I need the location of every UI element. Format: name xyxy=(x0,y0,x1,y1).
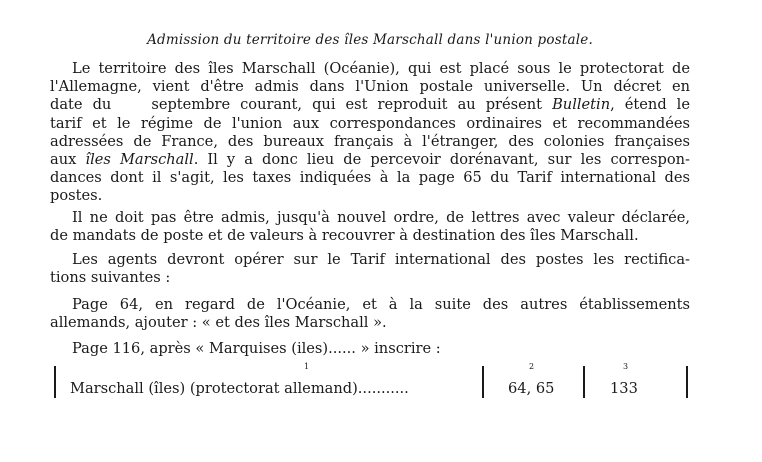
table-entry-name: Marschall (îles) (protectorat allemand)........... xyxy=(70,380,409,397)
text-fragment: date du xyxy=(50,96,112,114)
paragraph-page-64 xyxy=(50,296,690,332)
text-line xyxy=(50,96,690,114)
text-fragment: aux xyxy=(50,151,86,169)
paragraph-agents-instructions xyxy=(50,251,690,287)
paragraph-page-116 xyxy=(50,340,690,358)
text-fragment: septembre courant, qui est reproduit au présent xyxy=(151,96,553,114)
text-line: Les agents devront opérer sur le Tarif international des postes les rectifica- xyxy=(72,251,690,268)
table-left-border xyxy=(54,366,56,398)
text-line: dances dont il s'agit, les taxes indiquées à la page 65 du Tarif international des xyxy=(50,169,690,187)
paragraph-restrictions xyxy=(50,209,690,245)
text-line: postes. xyxy=(50,187,103,205)
paragraph-territory-admission xyxy=(50,60,690,206)
table-entry-value: 133 xyxy=(610,380,638,397)
text-fragment: , étend le xyxy=(610,96,690,114)
text-line: l'Allemagne, vient d'être admis dans l'Union postale universelle. Un décret en xyxy=(50,78,690,96)
tariff-table-row xyxy=(50,362,695,404)
text-line: Page 116, après « Marquises (iles)...... » inscrire : xyxy=(72,340,441,357)
text-line: Il ne doit pas être admis, jusqu'à nouvel ordre, de lettres avec valeur déclarée, xyxy=(72,209,690,226)
text-line: tarif et le régime de l'union aux correspondances ordinaires et recommandées xyxy=(50,114,690,132)
text-line: tions suivantes : xyxy=(50,269,171,287)
text-fragment: . Il y a donc lieu de percevoir dorénavant, sur les correspon- xyxy=(193,151,690,169)
table-right-border xyxy=(686,366,688,398)
text-line xyxy=(50,151,690,169)
column-number: 2 xyxy=(529,362,535,371)
text-line: adressées de France, des bureaux français à l'étranger, des colonies françaises xyxy=(50,132,690,150)
text-line: de mandats de poste et de valeurs à recouvrer à destination des îles Marschall. xyxy=(50,227,639,245)
table-column-divider xyxy=(583,366,585,398)
document-title: Admission du territoire des îles Marschall dans l'union postale. xyxy=(147,32,593,48)
table-column-divider xyxy=(482,366,484,398)
column-number: 3 xyxy=(623,362,629,371)
bulletin-reference: Bulletin xyxy=(552,96,611,114)
text-line: Page 64, en regard de l'Océanie, et à la suite des autres établissements xyxy=(72,296,690,313)
table-entry-pages: 64, 65 xyxy=(508,380,555,397)
column-number: 1 xyxy=(304,362,310,371)
text-line: allemands, ajouter : « et des îles Marschall ». xyxy=(50,314,387,332)
text-line: Le territoire des îles Marschall (Océanie), qui est placé sous le protectorat de xyxy=(72,60,690,77)
islands-reference: îles Marschall xyxy=(85,151,194,169)
